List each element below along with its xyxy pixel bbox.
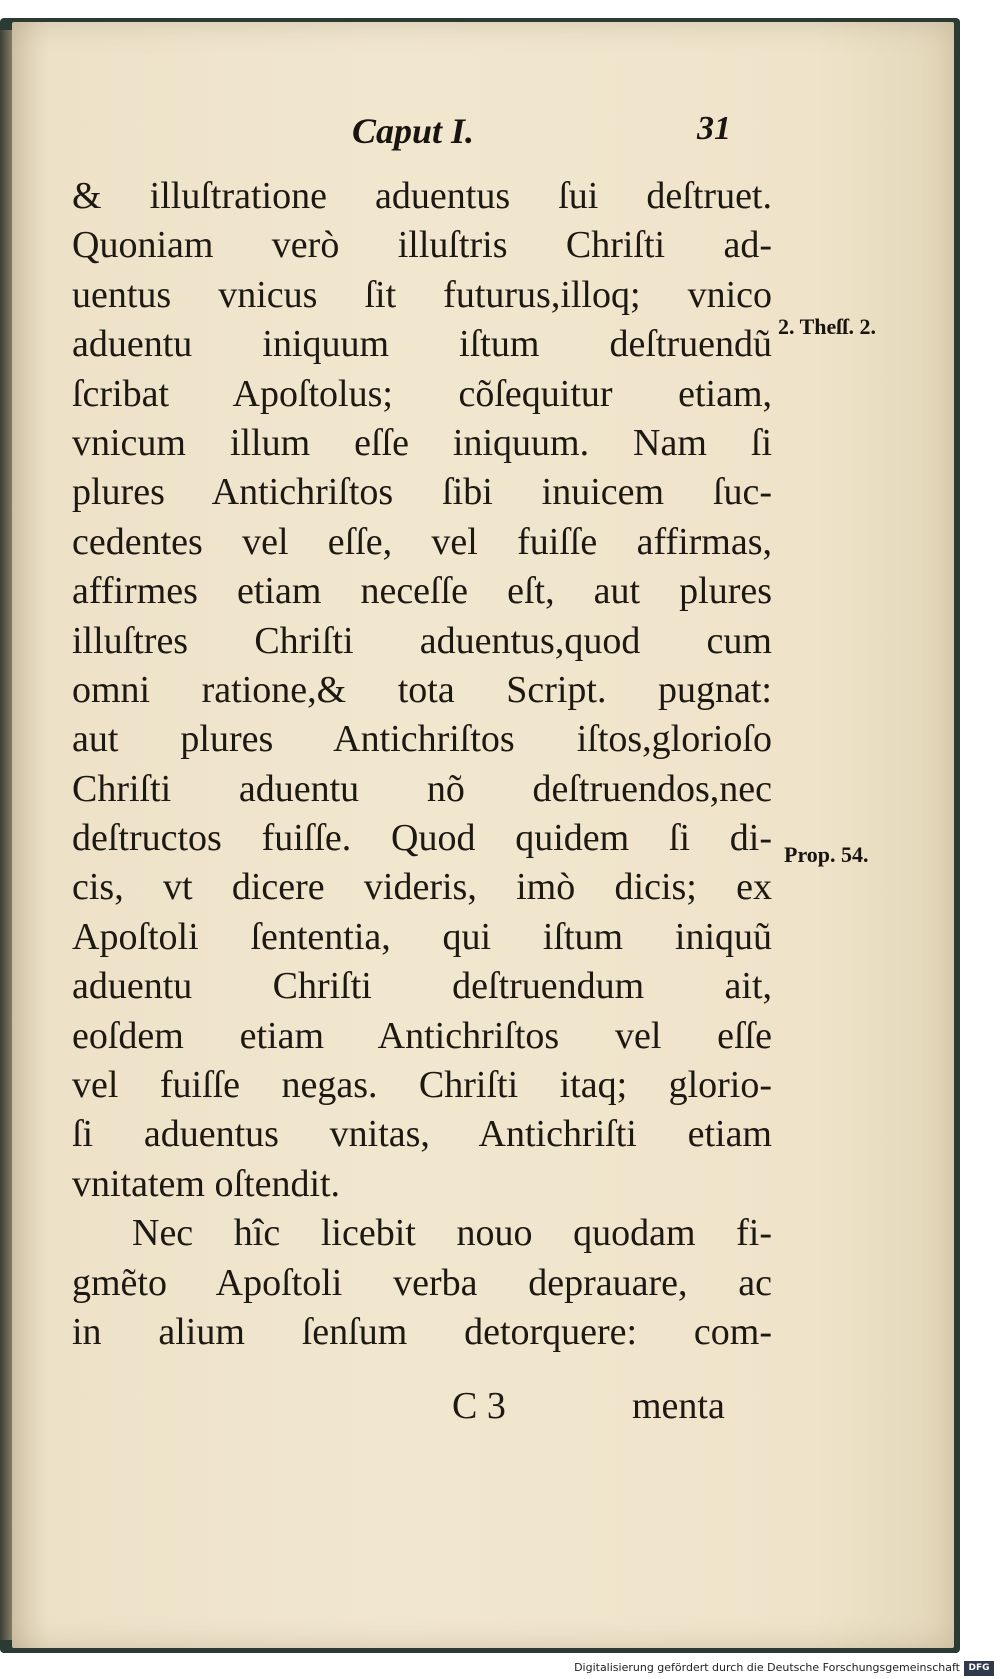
- text-line: Apoſtoli ſententia, qui iſtum iniquũ: [72, 915, 772, 958]
- text-line: aut plures Antichriſtos iſtos,glorioſo: [72, 718, 772, 761]
- text-line: plures Antichriſtos ſibi inuicem ſuc-: [72, 471, 772, 514]
- text-line: affirmes etiam neceſſe eſt, aut plures: [72, 570, 772, 613]
- page-title: Caput I.: [352, 111, 475, 151]
- signature-mark: C 3: [452, 1385, 506, 1427]
- text-line: & illuſtratione aduentus ſui deſtruet.: [72, 175, 772, 217]
- text-line: ſcribat Apoſtolus; cõſequitur etiam,: [72, 372, 772, 415]
- text-line: Nec hîc licebit nouo quodam fi-: [132, 1212, 772, 1255]
- text-line: vnicum illum eſſe iniquum. Nam ſi: [72, 421, 772, 464]
- text-line: omni ratione,& tota Script. pugnat:: [72, 668, 772, 711]
- text-line: Chriſti aduentu nõ deſtruendos,nec: [72, 767, 772, 810]
- text-line: cis, vt dicere videris, imò dicis; ex: [72, 866, 772, 909]
- text-line: in alium ſenſum detorquere: com-: [72, 1310, 772, 1353]
- text-line: Quoniam verò illuſtris Chriſti ad-: [72, 224, 772, 267]
- text-line: cedentes vel eſſe, vel fuiſſe affirmas,: [72, 520, 772, 563]
- book-page: [12, 22, 954, 1648]
- text-line: illuſtres Chriſti aduentus,quod cum: [72, 619, 772, 662]
- text-line: gmẽto Apoſtoli verba deprauare, ac: [72, 1261, 772, 1304]
- running-head: [12, 110, 954, 160]
- text-line: deſtructos fuiſſe. Quod quidem ſi di-: [72, 817, 772, 860]
- funding-notice: Digitalisierung gefördert durch die Deutsche Forschungsgemeinschaft: [574, 1661, 960, 1674]
- text-line: eoſdem etiam Antichriſtos vel eſſe: [72, 1014, 772, 1057]
- page-number: 31: [697, 110, 731, 147]
- margin-note: 2. Theſſ. 2.: [778, 314, 877, 339]
- text-line: ſi aduentus vnitas, Antichriſti etiam: [72, 1113, 772, 1156]
- text-line: uentus vnicus ſit futurus,illoq; vnico: [72, 273, 772, 316]
- text-line: aduentu iniquum iſtum deſtruendũ: [72, 323, 772, 366]
- page-footer-line: [12, 1384, 954, 1434]
- text-line: vel fuiſſe negas. Chriſti itaq; glorio-: [72, 1064, 772, 1107]
- body-text: [72, 172, 772, 1357]
- text-line: vnitatem oſtendit.: [72, 1162, 341, 1205]
- catchword: menta: [632, 1385, 725, 1427]
- dfg-logo-icon: DFG: [964, 1661, 994, 1676]
- text-line: aduentu Chriſti deſtruendum ait,: [72, 965, 772, 1008]
- digitization-footer: [0, 1660, 1000, 1679]
- margin-note: Prop. 54.: [784, 842, 869, 867]
